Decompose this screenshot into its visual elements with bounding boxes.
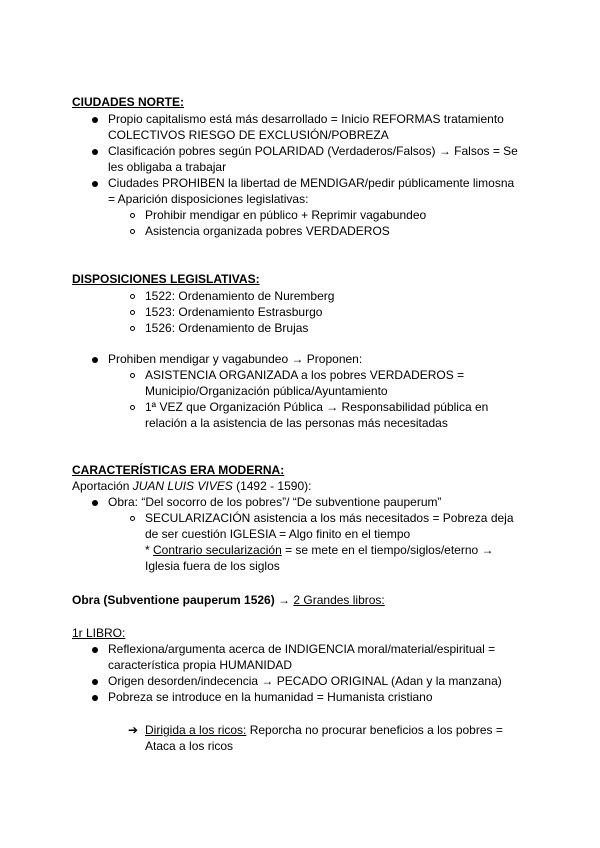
bullet-icon xyxy=(92,117,98,123)
aportacion-line xyxy=(72,479,311,494)
circle-bullet-icon xyxy=(130,213,135,218)
text-line: Iglesia fuera de los siglos xyxy=(145,559,280,573)
text-line: Prohiben mendigar y vagabundeo → Proponen: xyxy=(108,352,363,366)
text-line: = Aparición disposiciones legislativas: xyxy=(108,192,309,206)
heading-caracteristicas: CARACTERÍSTICAS ERA MODERNA: xyxy=(72,463,285,477)
author-dates: (1492 - 1590): xyxy=(232,479,312,493)
text-line: Propio capitalismo está más desarrollado = Inicio REFORMAS tratamiento xyxy=(108,112,504,126)
arrow-rest: Reporcha no procurar beneficios a los pobres = xyxy=(246,723,503,737)
text-line: 1ª VEZ que Organización Pública → Responsabilidad pública en xyxy=(145,400,489,414)
author-name: JUAN LUIS VIVES xyxy=(132,479,233,493)
arrow-underlined: Dirigida a los ricos: xyxy=(145,723,247,737)
text-line: 1523: Ordenamiento Estrasburgo xyxy=(145,305,323,319)
text-line: SECULARIZACIÓN asistencia a los más necesitados = Pobreza deja xyxy=(145,511,514,525)
circle-bullet-icon xyxy=(130,310,135,315)
obra-libros: 2 Grandes libros: xyxy=(293,593,385,607)
heading-disposiciones: DISPOSICIONES LEGISLATIVAS: xyxy=(72,272,260,286)
text-line: Ataca a los ricos xyxy=(145,739,234,753)
bullet-icon xyxy=(92,679,98,685)
note-line xyxy=(145,543,494,558)
text-line: Origen desorden/indecencia → PECADO ORIGINAL (Adan y la manzana) xyxy=(108,674,502,688)
text-line: Clasificación pobres según POLARIDAD (Verdaderos/Falsos) → Falsos = Se xyxy=(108,144,518,158)
text-line: Obra: “Del socorro de los pobres”/ “De subventione pauperum” xyxy=(108,495,442,509)
obra-line xyxy=(72,593,385,608)
text-line: Ciudades PROHIBEN la libertad de MENDIGAR/pedir públicamente limosna xyxy=(108,176,515,190)
bullet-icon xyxy=(92,647,98,653)
circle-bullet-icon xyxy=(130,516,135,521)
text-line: ASISTENCIA ORGANIZADA a los pobres VERDADEROS = xyxy=(145,368,465,382)
note-star: * xyxy=(145,543,154,557)
bullet-icon xyxy=(92,181,98,187)
text-line: Pobreza se introduce en la humanidad = Humanista cristiano xyxy=(108,690,433,704)
circle-bullet-icon xyxy=(130,326,135,331)
note-rest: = se mete en el tiempo/siglos/eterno → xyxy=(281,543,494,557)
text-line: Municipio/Organización pública/Ayuntamiento xyxy=(145,384,388,398)
arrow-bullet-icon: ➔ xyxy=(128,723,139,737)
text-line: les obligaba a trabajar xyxy=(108,160,227,174)
libro-heading: 1r LIBRO: xyxy=(72,626,126,640)
circle-bullet-icon xyxy=(130,294,135,299)
bullet-icon xyxy=(92,149,98,155)
circle-bullet-icon xyxy=(130,373,135,378)
circle-bullet-icon xyxy=(130,229,135,234)
arrow-line xyxy=(145,723,503,738)
obra-arrow: → xyxy=(274,593,294,607)
obra-title: Obra (Subventione pauperum 1526) xyxy=(72,593,275,607)
text-line: característica propia HUMANIDAD xyxy=(108,658,293,672)
text-line: relación a la asistencia de las personas más necesitadas xyxy=(145,416,448,430)
text-line: Asistencia organizada pobres VERDADEROS xyxy=(145,224,390,238)
aportacion-label: Aportación xyxy=(72,479,133,493)
note-underlined: Contrario secularización xyxy=(153,543,282,557)
text-line: COLECTIVOS RIESGO DE EXCLUSIÓN/POBREZA xyxy=(108,128,389,142)
heading-ciudades-norte: CIUDADES NORTE: xyxy=(72,95,185,109)
text-line: 1522: Ordenamiento de Nuremberg xyxy=(145,289,335,303)
text-line: 1526: Ordenamiento de Brujas xyxy=(145,321,309,335)
bullet-icon xyxy=(92,357,98,363)
bullet-icon xyxy=(92,500,98,506)
circle-bullet-icon xyxy=(130,405,135,410)
bullet-icon xyxy=(92,695,98,701)
text-line: Reflexiona/argumenta acerca de INDIGENCIA moral/material/espiritual = xyxy=(108,642,496,656)
text-line: Prohibir mendigar en público + Reprimir vagabundeo xyxy=(145,208,427,222)
text-line: de ser cuestión IGLESIA = Algo finito en el tiempo xyxy=(145,527,411,541)
